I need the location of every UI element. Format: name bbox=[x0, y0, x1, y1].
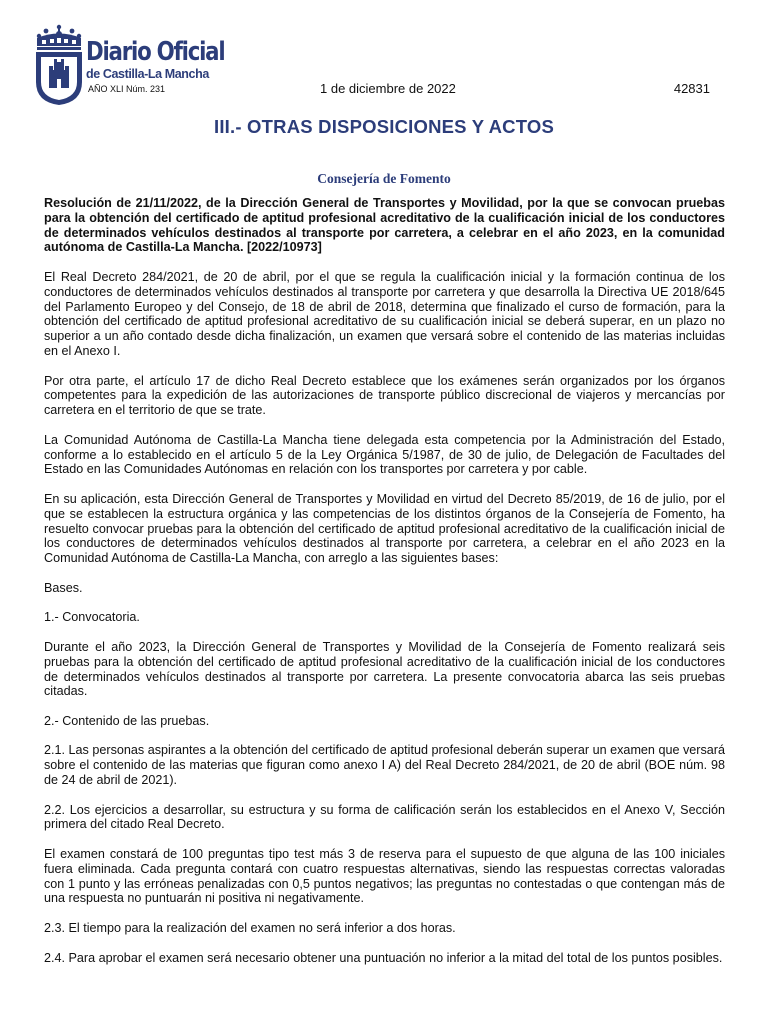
paragraph: 2.4. Para aprobar el examen será necesario obtener una puntuación no inferior a la mitad del total de los puntos posibles. bbox=[44, 950, 723, 965]
bases-heading: Bases. bbox=[44, 580, 83, 595]
issue-number: AÑO XLI Núm. 231 bbox=[88, 84, 166, 94]
brand-subtitle: de Castilla-La Mancha bbox=[86, 67, 209, 81]
publication-date: 1 de diciembre de 2022 bbox=[320, 81, 456, 96]
paragraph: En su aplicación, esta Dirección General de Transportes y Movilidad en virtud del Decreto 85/2019, de 16 de julio, por el que se establecen la estructura orgánica y las competencias de los distintos órganos de la Consejería de Fomento, ha resuelto convocar pruebas para la obtención del certificado de aptitud profesional acreditativo de la cualificación inicial de los conductores de determinados vehículos destinados al transporte por carretera, a celebrar en el año 2023 en la Comunidad Autónoma de Castilla-La Mancha, con arreglo a las siguientes bases: bbox=[44, 491, 725, 566]
resolution-title: Resolución de 21/11/2022, de la Dirección General de Transportes y Movilidad, por la que se convocan pruebas para la obtención del certificado de aptitud profesional acreditativo de la cualificación inicial de los conductores de determinados vehículos destinados al transporte por carretera, a celebrar en el año 2023, en la comunidad autónoma de Castilla-La Mancha. [2022/10973] bbox=[44, 196, 725, 255]
paragraph: El examen constará de 100 preguntas tipo test más 3 de reserva para el supuesto de que alguna de las 100 iniciales fuera eliminada. Cada pregunta contará con cuatro respuestas alternativas, siendo las respuestas correctas valoradas con 1 punto y las erróneas penalizadas con 0,5 puntos negativos; las preguntas no contestadas o que contengan más de una respuesta no puntuarán ni positiva ni negativamente. bbox=[44, 847, 725, 906]
brand-block bbox=[86, 38, 255, 81]
castilla-la-mancha-coat-of-arms-logo bbox=[34, 24, 84, 106]
paragraph: La Comunidad Autónoma de Castilla-La Mancha tiene delegada esta competencia por la Administración del Estado, conforme a lo establecido en el artículo 5 de la Ley Orgánica 5/1987, de 30 de julio, de Delegación de Facultades del Estado en las Comunidades Autónomas en relación con los transportes por carretera y por cable. bbox=[44, 432, 725, 477]
document-body bbox=[44, 196, 725, 980]
department-heading: Consejería de Fomento bbox=[317, 171, 451, 186]
paragraph: Por otra parte, el artículo 17 de dicho Real Decreto establece que los exámenes serán organizados por los órganos competentes para la expedición de las autorizaciones de transporte público discrecional de viajeros y mercancías por carretera en el territorio de que se trate. bbox=[44, 373, 725, 418]
paragraph: 2.3. El tiempo para la realización del examen no será inferior a dos horas. bbox=[44, 921, 456, 936]
paragraph: El Real Decreto 284/2021, de 20 de abril, por el que se regula la cualificación inicial y la formación continua de los conductores de determinados vehículos destinados al transporte por carretera y que desarrolla la Directiva UE 2018/645 del Parlamento Europeo y del Consejo, de 18 de abril de 2018, determina que finalizado el curso de formación, para la obtención del certificado de aptitud profesional acreditativo de su cualificación inicial se deberá superar, en un plazo no superior a un año contado desde dicha finalización, un examen que versará sobre el contenido de las materias incluidas en el Anexo I. bbox=[44, 269, 725, 358]
paragraph: 2.2. Los ejercicios a desarrollar, su estructura y su forma de calificación serán los establecidos en el Anexo V, Sección primera del citado Real Decreto. bbox=[44, 802, 725, 832]
paragraph: 2.1. Las personas aspirantes a la obtención del certificado de aptitud profesional deberán superar un examen que versará sobre el contenido de las materias que figuran como anexo I A) del Real Decreto 284/2021, de 20 de abril (BOE núm. 98 de 24 de abril de 2021). bbox=[44, 743, 725, 788]
brand-title: Diario Oficial bbox=[86, 37, 225, 67]
subheading-convocatoria: 1.- Convocatoria. bbox=[44, 610, 140, 625]
paragraph: Durante el año 2023, la Dirección General de Transportes y Movilidad de la Consejería de Fomento realizará seis pruebas para la obtención del certificado de aptitud profesional acreditativo de la cualificación inicial de los conductores de determinados vehículos destinados al transporte por carretera. La presente convocatoria abarca las seis pruebas citadas. bbox=[44, 639, 725, 699]
subheading-contenido: 2.- Contenido de las pruebas. bbox=[44, 713, 210, 728]
page-number: 42831 bbox=[673, 81, 710, 96]
section-title: III.- OTRAS DISPOSICIONES Y ACTOS bbox=[213, 116, 554, 137]
